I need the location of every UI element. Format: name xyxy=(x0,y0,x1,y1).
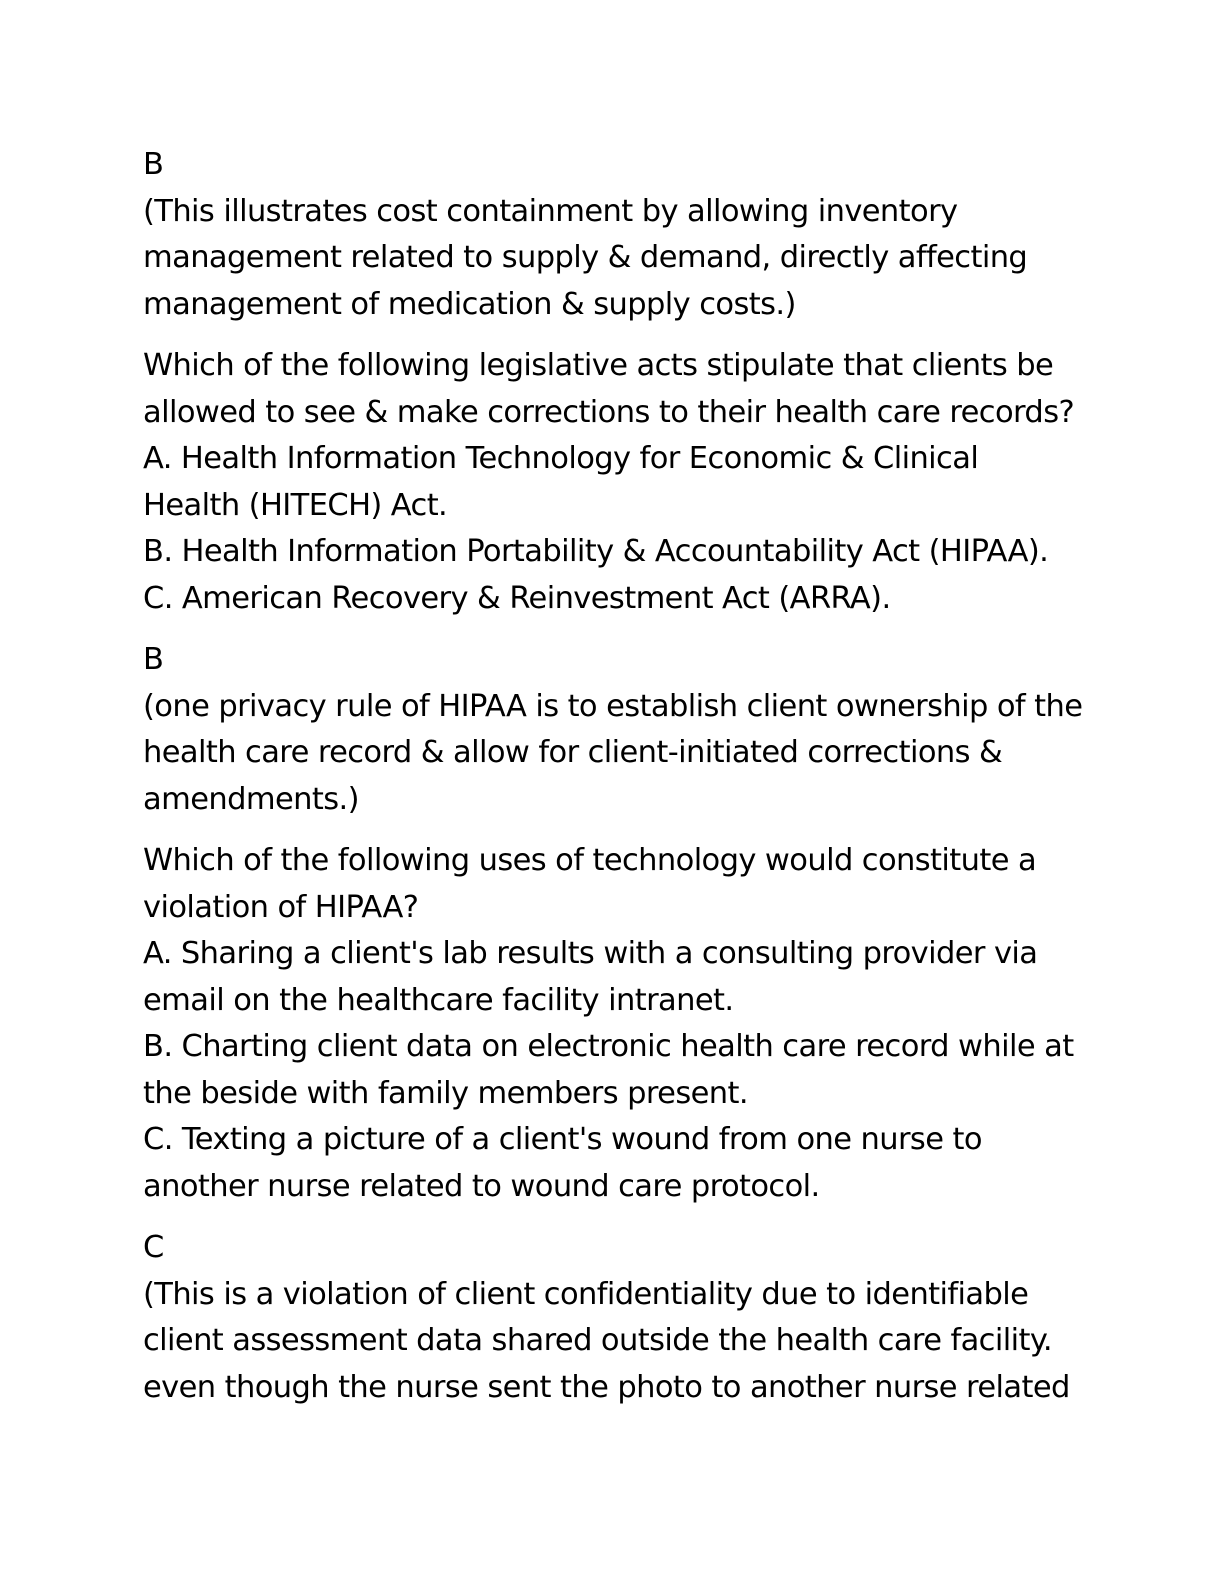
option-b: B. Charting client data on electronic health care record while at xyxy=(143,1029,1074,1064)
answer-letter: B xyxy=(143,642,164,677)
rationale-line: health care record & allow for client-initiated corrections & xyxy=(143,735,1003,770)
document-page xyxy=(143,142,1143,1411)
rationale-line: (This is a violation of client confidentiality due to identifiable xyxy=(143,1276,1029,1312)
answer-block-2 xyxy=(143,637,1143,823)
option-a: A. Sharing a client's lab results with a consulting provider via xyxy=(143,936,1038,971)
rationale-line: management of medication & supply costs.) xyxy=(143,286,796,322)
rationale-line: client assessment data shared outside the health care facility. xyxy=(143,1323,1053,1358)
option-a: Health (HITECH) Act. xyxy=(143,487,448,523)
rationale-line: (This illustrates cost containment by allowing inventory xyxy=(143,193,958,229)
answer-letter: C xyxy=(143,1230,164,1265)
rationale-line: (one privacy rule of HIPAA is to establish client ownership of the xyxy=(143,688,1083,724)
question-text: Which of the following legislative acts stipulate that clients be xyxy=(143,348,1054,383)
question-text: allowed to see & make corrections to their health care records? xyxy=(143,394,1075,430)
question-text: Which of the following uses of technology would constitute a xyxy=(143,843,1037,878)
option-b: the beside with family members present. xyxy=(143,1075,748,1111)
rationale-line: even though the nurse sent the photo to another nurse related xyxy=(143,1369,1070,1405)
rationale-line: management related to supply & demand, directly affecting xyxy=(143,240,1028,275)
option-a: A. Health Information Technology for Economic & Clinical xyxy=(143,441,979,476)
option-c: C. American Recovery & Reinvestment Act (ARRA). xyxy=(143,580,891,616)
question-block-2 xyxy=(143,838,1143,1210)
answer-block-3 xyxy=(143,1225,1143,1411)
option-c: another nurse related to wound care protocol. xyxy=(143,1168,820,1204)
rationale-line: amendments.) xyxy=(143,781,359,817)
answer-block-1 xyxy=(143,142,1143,328)
question-block-1 xyxy=(143,343,1143,622)
option-c: C. Texting a picture of a client's wound from one nurse to xyxy=(143,1122,982,1157)
answer-letter: B xyxy=(143,147,164,182)
option-a: email on the healthcare facility intranet. xyxy=(143,982,734,1018)
question-text: violation of HIPAA? xyxy=(143,889,419,925)
option-b: B. Health Information Portability & Accountability Act (HIPAA). xyxy=(143,534,1049,569)
